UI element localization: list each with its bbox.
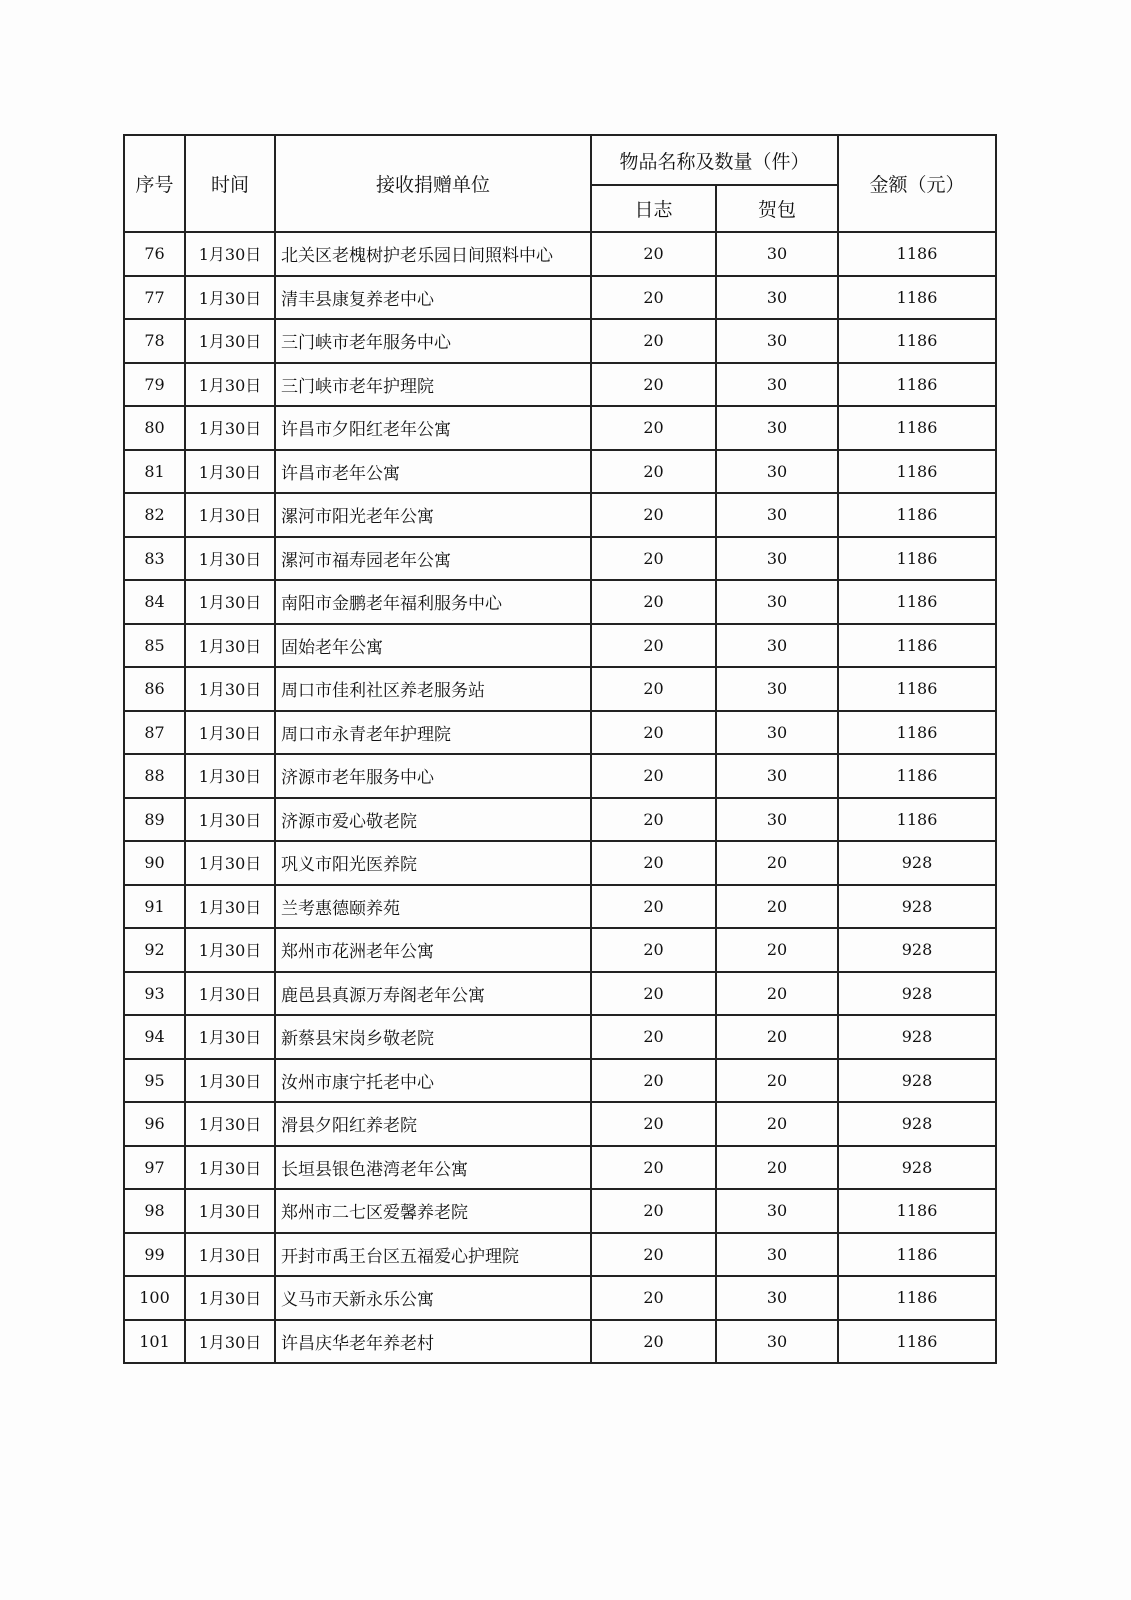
cell-seq: 80 [124,406,185,450]
cell-amount: 1186 [838,1320,996,1364]
cell-amount: 928 [838,885,996,929]
cell-seq: 77 [124,276,185,320]
cell-bag: 20 [716,841,838,885]
cell-diary: 20 [591,1276,716,1320]
cell-amount: 1186 [838,537,996,581]
cell-bag: 30 [716,363,838,407]
cell-unit: 漯河市阳光老年公寓 [275,493,591,537]
header-bag: 贺包 [716,185,838,232]
header-time: 时间 [185,135,275,232]
cell-diary: 20 [591,406,716,450]
cell-unit: 郑州市花洲老年公寓 [275,928,591,972]
cell-amount: 928 [838,841,996,885]
cell-diary: 20 [591,319,716,363]
cell-time: 1月30日 [185,276,275,320]
cell-time: 1月30日 [185,1189,275,1233]
table-row [124,841,996,885]
cell-amount: 1186 [838,363,996,407]
cell-diary: 20 [591,972,716,1016]
cell-amount: 1186 [838,580,996,624]
header-unit: 接收捐赠单位 [275,135,591,232]
cell-time: 1月30日 [185,798,275,842]
cell-seq: 101 [124,1320,185,1364]
cell-diary: 20 [591,624,716,668]
cell-amount: 928 [838,1059,996,1103]
cell-bag: 30 [716,580,838,624]
cell-seq: 78 [124,319,185,363]
cell-diary: 20 [591,754,716,798]
table-row [124,885,996,929]
cell-unit: 长垣县银色港湾老年公寓 [275,1146,591,1190]
cell-bag: 30 [716,493,838,537]
cell-bag: 30 [716,1189,838,1233]
cell-diary: 20 [591,798,716,842]
cell-amount: 1186 [838,667,996,711]
table-row [124,1276,996,1320]
cell-time: 1月30日 [185,1320,275,1364]
cell-amount: 1186 [838,276,996,320]
cell-amount: 1186 [838,319,996,363]
cell-unit: 新蔡县宋岗乡敬老院 [275,1015,591,1059]
cell-unit: 三门峡市老年服务中心 [275,319,591,363]
cell-unit: 济源市老年服务中心 [275,754,591,798]
cell-unit: 许昌庆华老年养老村 [275,1320,591,1364]
table-row [124,972,996,1016]
table-row [124,1146,996,1190]
cell-amount: 928 [838,1102,996,1146]
cell-amount: 1186 [838,493,996,537]
cell-seq: 98 [124,1189,185,1233]
cell-amount: 928 [838,928,996,972]
cell-seq: 99 [124,1233,185,1277]
cell-time: 1月30日 [185,450,275,494]
table-row [124,798,996,842]
cell-time: 1月30日 [185,319,275,363]
cell-unit: 开封市禹王台区五福爱心护理院 [275,1233,591,1277]
cell-unit: 清丰县康复养老中心 [275,276,591,320]
cell-seq: 81 [124,450,185,494]
cell-diary: 20 [591,363,716,407]
cell-diary: 20 [591,711,716,755]
cell-diary: 20 [591,928,716,972]
table-row [124,406,996,450]
donation-table [123,134,997,1364]
table-row [124,1059,996,1103]
table-row [124,493,996,537]
cell-unit: 鹿邑县真源万寿阁老年公寓 [275,972,591,1016]
cell-unit: 固始老年公寓 [275,624,591,668]
cell-time: 1月30日 [185,580,275,624]
cell-amount: 1186 [838,1189,996,1233]
cell-diary: 20 [591,276,716,320]
cell-bag: 30 [716,450,838,494]
cell-seq: 100 [124,1276,185,1320]
table-row [124,928,996,972]
cell-seq: 97 [124,1146,185,1190]
cell-seq: 86 [124,667,185,711]
table-row [124,363,996,407]
cell-seq: 92 [124,928,185,972]
header-seq: 序号 [124,135,185,232]
cell-amount: 1186 [838,754,996,798]
cell-seq: 87 [124,711,185,755]
cell-time: 1月30日 [185,624,275,668]
cell-unit: 郑州市二七区爱馨养老院 [275,1189,591,1233]
table-row [124,1102,996,1146]
cell-time: 1月30日 [185,1276,275,1320]
cell-bag: 20 [716,972,838,1016]
cell-seq: 89 [124,798,185,842]
header-amount: 金额（元） [838,135,996,232]
cell-amount: 928 [838,1015,996,1059]
cell-seq: 88 [124,754,185,798]
cell-diary: 20 [591,1189,716,1233]
cell-amount: 1186 [838,1276,996,1320]
cell-bag: 30 [716,1233,838,1277]
cell-seq: 79 [124,363,185,407]
cell-amount: 1186 [838,406,996,450]
donation-table-container [123,134,995,1364]
cell-seq: 82 [124,493,185,537]
cell-time: 1月30日 [185,841,275,885]
cell-diary: 20 [591,537,716,581]
cell-time: 1月30日 [185,1233,275,1277]
cell-bag: 30 [716,276,838,320]
table-body [124,232,996,1363]
cell-diary: 20 [591,1102,716,1146]
cell-bag: 30 [716,406,838,450]
cell-bag: 20 [716,885,838,929]
table-row [124,580,996,624]
cell-diary: 20 [591,1320,716,1364]
cell-amount: 1186 [838,624,996,668]
cell-time: 1月30日 [185,667,275,711]
table-row [124,1320,996,1364]
cell-bag: 30 [716,624,838,668]
table-row [124,537,996,581]
cell-diary: 20 [591,232,716,276]
cell-seq: 76 [124,232,185,276]
cell-bag: 30 [716,232,838,276]
cell-bag: 30 [716,1276,838,1320]
cell-diary: 20 [591,885,716,929]
cell-amount: 928 [838,1146,996,1190]
cell-unit: 许昌市老年公寓 [275,450,591,494]
cell-seq: 94 [124,1015,185,1059]
cell-time: 1月30日 [185,885,275,929]
cell-time: 1月30日 [185,493,275,537]
cell-diary: 20 [591,841,716,885]
cell-time: 1月30日 [185,754,275,798]
header-row-1 [124,135,996,185]
table-row [124,1189,996,1233]
cell-seq: 95 [124,1059,185,1103]
cell-unit: 滑县夕阳红养老院 [275,1102,591,1146]
cell-bag: 30 [716,537,838,581]
cell-amount: 1186 [838,232,996,276]
table-row [124,232,996,276]
cell-unit: 周口市永青老年护理院 [275,711,591,755]
cell-bag: 30 [716,667,838,711]
table-row [124,754,996,798]
cell-diary: 20 [591,450,716,494]
cell-amount: 1186 [838,1233,996,1277]
table-row [124,1233,996,1277]
cell-diary: 20 [591,667,716,711]
cell-unit: 义马市天新永乐公寓 [275,1276,591,1320]
cell-time: 1月30日 [185,1146,275,1190]
cell-time: 1月30日 [185,1015,275,1059]
table-row [124,1015,996,1059]
cell-bag: 30 [716,711,838,755]
header-items-group: 物品名称及数量（件） [591,135,838,185]
cell-time: 1月30日 [185,1102,275,1146]
table-row [124,276,996,320]
cell-unit: 巩义市阳光医养院 [275,841,591,885]
cell-seq: 85 [124,624,185,668]
cell-amount: 1186 [838,450,996,494]
cell-diary: 20 [591,580,716,624]
cell-seq: 96 [124,1102,185,1146]
cell-diary: 20 [591,1233,716,1277]
table-row [124,319,996,363]
cell-time: 1月30日 [185,232,275,276]
header-diary: 日志 [591,185,716,232]
cell-unit: 许昌市夕阳红老年公寓 [275,406,591,450]
cell-time: 1月30日 [185,972,275,1016]
cell-unit: 北关区老槐树护老乐园日间照料中心 [275,232,591,276]
cell-unit: 兰考惠德颐养苑 [275,885,591,929]
cell-bag: 20 [716,1059,838,1103]
table-row [124,624,996,668]
cell-amount: 1186 [838,798,996,842]
cell-seq: 83 [124,537,185,581]
cell-bag: 30 [716,798,838,842]
cell-seq: 84 [124,580,185,624]
cell-diary: 20 [591,493,716,537]
cell-diary: 20 [591,1059,716,1103]
cell-unit: 济源市爱心敬老院 [275,798,591,842]
cell-time: 1月30日 [185,928,275,972]
table-row [124,711,996,755]
cell-unit: 汝州市康宁托老中心 [275,1059,591,1103]
cell-unit: 三门峡市老年护理院 [275,363,591,407]
cell-bag: 20 [716,1146,838,1190]
cell-seq: 93 [124,972,185,1016]
cell-unit: 漯河市福寿园老年公寓 [275,537,591,581]
cell-time: 1月30日 [185,406,275,450]
cell-time: 1月30日 [185,1059,275,1103]
table-header [124,135,996,232]
cell-diary: 20 [591,1015,716,1059]
cell-unit: 南阳市金鹏老年福利服务中心 [275,580,591,624]
table-row [124,450,996,494]
cell-amount: 1186 [838,711,996,755]
cell-bag: 20 [716,1015,838,1059]
cell-diary: 20 [591,1146,716,1190]
cell-bag: 20 [716,1102,838,1146]
table-row [124,667,996,711]
cell-bag: 30 [716,1320,838,1364]
cell-bag: 30 [716,754,838,798]
cell-seq: 91 [124,885,185,929]
cell-amount: 928 [838,972,996,1016]
cell-unit: 周口市佳利社区养老服务站 [275,667,591,711]
cell-time: 1月30日 [185,711,275,755]
cell-time: 1月30日 [185,537,275,581]
cell-seq: 90 [124,841,185,885]
cell-time: 1月30日 [185,363,275,407]
cell-bag: 30 [716,319,838,363]
cell-bag: 20 [716,928,838,972]
